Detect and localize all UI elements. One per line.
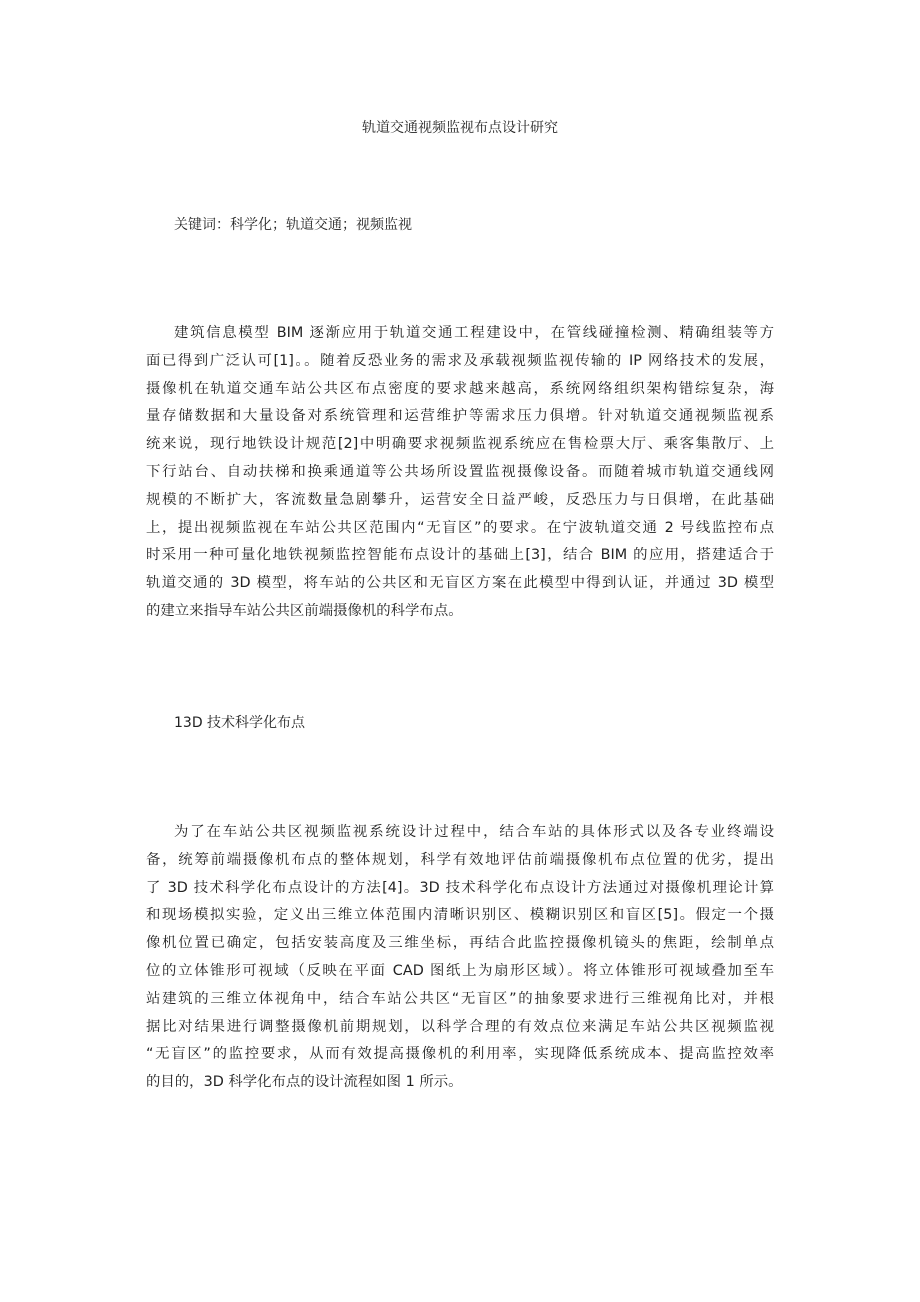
document-title: 轨道交通视频监视布点设计研究 <box>362 120 558 136</box>
text-line: 为了在车站公共区视频监视系统设计过程中，结合车站的具体形式以及各专业终端设 <box>174 824 774 840</box>
text-line: 规模的不断扩大，客流数量急剧攀升，运营安全日益严峻，反恐压力与日俱增，在此基础 <box>146 491 774 508</box>
text-line: 面已得到广泛认可[1]。。随着反恐业务的需求及承载视频监视传输的 IP 网络技术的发展， <box>146 352 774 369</box>
text-line: “无盲区”的监控要求，从而有效提高摄像机的利用率，实现降低系统成本、提高监控效率 <box>146 1046 774 1063</box>
section-heading: 13D 技术科学化布点 <box>174 715 306 731</box>
keywords: 关键词：科学化；轨道交通；视频监视 <box>174 217 412 233</box>
text-line: 的建立来指导车站公共区前端摄像机的科学布点。 <box>146 602 463 619</box>
text-line: 站建筑的三维立体视角中，结合车站公共区“无盲区”的抽象要求进行三维视角比对，并根 <box>146 990 774 1007</box>
text-line: 备，统筹前端摄像机布点的整体规划，科学有效地评估前端摄像机布点位置的优劣，提出 <box>146 851 774 868</box>
text-line: 轨道交通的 3D 模型，将车站的公共区和无盲区方案在此模型中得到认证，并通过 3D 模型 <box>146 575 774 592</box>
text-line: 的目的，3D 科学化布点的设计流程如图 1 所示。 <box>146 1074 463 1091</box>
text-line: 摄像机在轨道交通车站公共区布点密度的要求越来越高，系统网络组织架构错综复杂，海 <box>146 380 774 397</box>
text-line: 和现场模拟实验，定义出三维立体范围内清晰识别区、模糊识别区和盲区[5]。假定一个摄 <box>146 907 774 924</box>
text-line: 统来说，现行地铁设计规范[2]中明确要求视频监视系统应在售检票大厅、乘客集散厅、上 <box>146 436 774 453</box>
paragraph-3d-method <box>146 819 774 1097</box>
text-line: 像机位置已确定，包括安装高度及三维坐标，再结合此监控摄像机镜头的焦距，绘制单点 <box>146 935 774 952</box>
text-line: 下行站台、自动扶梯和换乘通道等公共场所设置监视摄像设备。而随着城市轨道交通线网 <box>146 463 774 480</box>
text-line: 据比对结果进行调整摄像机前期规划，以科学合理的有效点位来满足车站公共区视频监视 <box>146 1018 774 1035</box>
text-line: 上，提出视频监视在车站公共区范围内“无盲区”的要求。在宁波轨道交通 2 号线监控布点 <box>146 519 774 536</box>
text-line: 时采用一种可量化地铁视频监控智能布点设计的基础上[3]，结合 BIM 的应用，搭建适合于 <box>146 547 774 564</box>
paragraph-intro <box>146 320 774 626</box>
text-line: 了 3D 技术科学化布点设计的方法[4]。3D 技术科学化布点设计方法通过对摄像机理论计算 <box>146 879 774 896</box>
text-line: 量存储数据和大量设备对系统管理和运营维护等需求压力俱增。针对轨道交通视频监视系 <box>146 408 774 425</box>
text-line: 位的立体锥形可视域（反映在平面 CAD 图纸上为扇形区域）。将立体锥形可视域叠加至车 <box>146 962 774 979</box>
text-line: 建筑信息模型 BIM 逐渐应用于轨道交通工程建设中，在管线碰撞检测、精确组装等方 <box>174 325 774 341</box>
